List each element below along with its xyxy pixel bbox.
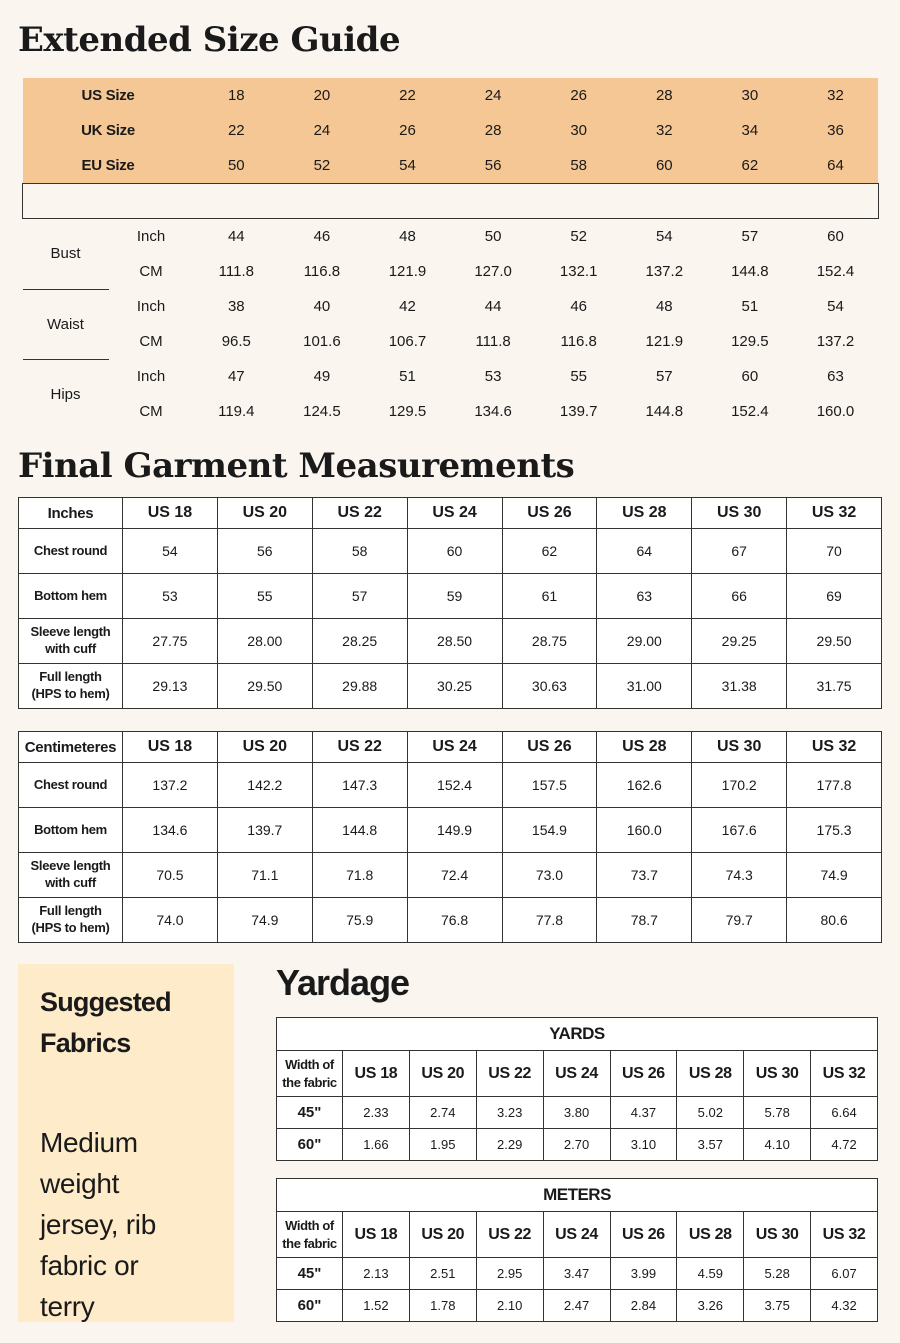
measurement-value: 67 bbox=[692, 529, 787, 574]
measurement-cm-row bbox=[23, 254, 879, 289]
measurement-cm-row bbox=[23, 324, 879, 359]
inch-value: 50 bbox=[484, 228, 502, 245]
fabrics-line: weight bbox=[40, 1168, 120, 1199]
size-header: US 28 bbox=[597, 732, 692, 763]
size-value: 56 bbox=[450, 148, 536, 184]
measurement-label-line1: Sleeve length bbox=[30, 624, 111, 640]
cm-value: 101.6 bbox=[303, 333, 341, 350]
width-label-line1: Width of bbox=[285, 1217, 334, 1233]
garment-row bbox=[19, 808, 882, 853]
size-system-label: US Size bbox=[23, 78, 194, 113]
size-header: US 18 bbox=[123, 732, 218, 763]
inch-value: 57 bbox=[655, 368, 673, 385]
size-header: US 30 bbox=[692, 498, 787, 529]
measurement-label bbox=[19, 898, 123, 943]
inch-value: 38 bbox=[227, 298, 245, 315]
garment-row bbox=[19, 619, 882, 664]
yardage-value: 3.23 bbox=[476, 1097, 543, 1129]
measurement-group-label: Waist bbox=[23, 289, 109, 359]
measurement-value: 74.9 bbox=[787, 853, 882, 898]
cm-value: 129.5 bbox=[731, 333, 769, 350]
measurement-value: 137.2 bbox=[123, 763, 218, 808]
yardage-value: 1.78 bbox=[409, 1290, 476, 1322]
measurement-label bbox=[19, 763, 123, 808]
size-value: 30 bbox=[536, 113, 622, 148]
fabrics-title-line2: Fabrics bbox=[40, 1028, 131, 1058]
yardage-row bbox=[277, 1258, 878, 1290]
cm-value: 144.8 bbox=[731, 263, 769, 280]
fabric-width: 45" bbox=[277, 1097, 343, 1129]
yardage-value: 1.66 bbox=[343, 1129, 410, 1161]
inch-value: 48 bbox=[655, 298, 673, 315]
size-header: US 30 bbox=[744, 1212, 811, 1258]
size-header-row bbox=[23, 78, 879, 113]
size-header: US 22 bbox=[476, 1051, 543, 1097]
cm-value: 152.4 bbox=[731, 403, 769, 420]
fabric-width: 60" bbox=[277, 1290, 343, 1322]
inch-value: 55 bbox=[570, 368, 588, 385]
measurement-value: 147.3 bbox=[312, 763, 407, 808]
fabrics-line: Medium bbox=[40, 1127, 138, 1158]
cm-value: 116.8 bbox=[303, 263, 341, 280]
size-header: US 24 bbox=[543, 1051, 610, 1097]
size-header: US 26 bbox=[610, 1051, 677, 1097]
cm-value: 111.8 bbox=[218, 263, 254, 280]
yardage-unit-header: YARDS bbox=[277, 1018, 878, 1051]
measurement-value: 31.00 bbox=[597, 664, 692, 709]
size-value: 64 bbox=[793, 148, 879, 184]
measurement-value: 28.50 bbox=[407, 619, 502, 664]
measurement-value: 157.5 bbox=[502, 763, 597, 808]
yardage-size-row bbox=[277, 1051, 878, 1097]
unit-cm-label: CM bbox=[139, 263, 163, 280]
measurement-value: 144.8 bbox=[312, 808, 407, 853]
fabrics-line: fabric or bbox=[40, 1250, 139, 1281]
measurement-value: 58 bbox=[312, 529, 407, 574]
measurement-label-line1: Chest round bbox=[33, 776, 108, 792]
measurement-value: 70 bbox=[787, 529, 882, 574]
measurement-inch-row bbox=[23, 359, 879, 394]
measurement-value: 142.2 bbox=[217, 763, 312, 808]
measurement-value: 78.7 bbox=[597, 898, 692, 943]
cm-value: 124.5 bbox=[303, 403, 341, 420]
unit-inch-label: Inch bbox=[136, 298, 166, 315]
size-header: US 22 bbox=[312, 732, 407, 763]
size-value: 36 bbox=[793, 113, 879, 148]
measurement-label-line1: Full length bbox=[39, 903, 102, 919]
measurement-value: 167.6 bbox=[692, 808, 787, 853]
yardage-value: 2.10 bbox=[476, 1290, 543, 1322]
inch-value: 44 bbox=[484, 298, 502, 315]
fabrics-description bbox=[40, 1122, 212, 1327]
yardage-value: 3.10 bbox=[610, 1129, 677, 1161]
cm-value: 132.1 bbox=[559, 263, 598, 280]
measurement-value: 27.75 bbox=[123, 619, 218, 664]
measurement-value: 57 bbox=[312, 574, 407, 619]
measurement-value: 28.75 bbox=[502, 619, 597, 664]
inch-value: 54 bbox=[655, 228, 673, 245]
yardage-row bbox=[277, 1129, 878, 1161]
measurement-value: 79.7 bbox=[692, 898, 787, 943]
size-header: US 32 bbox=[811, 1212, 878, 1258]
measurement-label-line2: (HPS to hem) bbox=[31, 686, 110, 701]
measurement-value: 61 bbox=[502, 574, 597, 619]
size-header: US 24 bbox=[407, 498, 502, 529]
yardage-value: 6.07 bbox=[811, 1258, 878, 1290]
measurement-value: 59 bbox=[407, 574, 502, 619]
cm-value: 139.7 bbox=[559, 403, 598, 420]
measurement-value: 73.7 bbox=[597, 853, 692, 898]
inch-value: 44 bbox=[227, 228, 245, 245]
cm-value: 96.5 bbox=[221, 333, 251, 350]
measurement-value: 152.4 bbox=[407, 763, 502, 808]
unit-cm-label: CM bbox=[139, 333, 163, 350]
size-header: US 32 bbox=[787, 732, 882, 763]
yardage-value: 4.10 bbox=[744, 1129, 811, 1161]
size-header: US 20 bbox=[217, 732, 312, 763]
size-measurement-rows bbox=[23, 219, 879, 430]
yardage-value: 5.02 bbox=[677, 1097, 744, 1129]
size-value: 26 bbox=[536, 78, 622, 113]
yardage-value: 2.33 bbox=[343, 1097, 410, 1129]
yardage-row bbox=[277, 1290, 878, 1322]
measurement-value: 162.6 bbox=[597, 763, 692, 808]
cm-value: 121.9 bbox=[388, 263, 427, 280]
size-header: US 30 bbox=[692, 732, 787, 763]
width-label-line2: the fabric bbox=[282, 1235, 337, 1251]
fabric-width: 45" bbox=[277, 1258, 343, 1290]
measurement-label bbox=[19, 664, 123, 709]
inch-value: 40 bbox=[313, 298, 331, 315]
measurement-cm-row bbox=[23, 394, 879, 429]
measurement-value: 30.25 bbox=[407, 664, 502, 709]
measurement-label-line2: with cuff bbox=[45, 875, 96, 890]
size-header-row bbox=[23, 148, 879, 184]
measurement-value: 29.50 bbox=[787, 619, 882, 664]
measurement-label bbox=[19, 574, 123, 619]
spacer-row bbox=[23, 184, 879, 219]
width-label-line1: Width of bbox=[285, 1056, 334, 1072]
measurement-value: 74.0 bbox=[123, 898, 218, 943]
cm-value: 106.7 bbox=[388, 333, 427, 350]
yardage-value: 3.57 bbox=[677, 1129, 744, 1161]
size-header: US 30 bbox=[744, 1051, 811, 1097]
measurement-value: 54 bbox=[123, 529, 218, 574]
inch-value: 48 bbox=[399, 228, 416, 245]
yardage-value: 2.29 bbox=[476, 1129, 543, 1161]
yardage-value: 3.80 bbox=[543, 1097, 610, 1129]
size-value: 26 bbox=[365, 113, 451, 148]
garment-header-row bbox=[19, 732, 882, 763]
size-header-rows bbox=[23, 78, 879, 184]
size-value: 28 bbox=[450, 113, 536, 148]
fabrics-title bbox=[40, 982, 212, 1064]
unit-inch-label: Inch bbox=[136, 228, 166, 245]
measurement-value: 29.00 bbox=[597, 619, 692, 664]
inch-value: 47 bbox=[227, 368, 245, 385]
size-header: US 18 bbox=[123, 498, 218, 529]
measurement-value: 29.88 bbox=[312, 664, 407, 709]
size-header: US 18 bbox=[343, 1051, 410, 1097]
measurement-value: 64 bbox=[597, 529, 692, 574]
measurement-label-line1: Bottom hem bbox=[34, 587, 107, 603]
measurement-inch-row bbox=[23, 219, 879, 255]
cm-value: 129.5 bbox=[388, 403, 427, 420]
measurement-value: 62 bbox=[502, 529, 597, 574]
size-value: 24 bbox=[450, 78, 536, 113]
measurement-value: 69 bbox=[787, 574, 882, 619]
measurement-value: 149.9 bbox=[407, 808, 502, 853]
garment-inches-table bbox=[18, 497, 882, 709]
unit-header: Inches bbox=[19, 498, 123, 529]
cm-value: 127.0 bbox=[474, 263, 512, 280]
measurement-value: 154.9 bbox=[502, 808, 597, 853]
measurement-label bbox=[19, 529, 123, 574]
measurement-label-line1: Chest round bbox=[33, 542, 108, 558]
cm-value: 116.8 bbox=[560, 333, 597, 350]
cm-value: 144.8 bbox=[645, 403, 684, 420]
measurement-value: 177.8 bbox=[787, 763, 882, 808]
width-label-line2: the fabric bbox=[282, 1074, 337, 1090]
measurement-value: 73.0 bbox=[502, 853, 597, 898]
inch-value: 63 bbox=[827, 368, 844, 385]
measurement-label-line2: (HPS to hem) bbox=[31, 920, 110, 935]
measurement-value: 170.2 bbox=[692, 763, 787, 808]
size-guide-title: Extended Size Guide bbox=[18, 20, 401, 60]
garment-row bbox=[19, 853, 882, 898]
size-header: US 32 bbox=[811, 1051, 878, 1097]
size-value: 60 bbox=[621, 148, 707, 184]
unit-header: Centimeteres bbox=[19, 732, 123, 763]
measurement-value: 56 bbox=[217, 529, 312, 574]
size-header: US 28 bbox=[677, 1212, 744, 1258]
cm-value: 119.4 bbox=[218, 403, 255, 420]
measurement-label bbox=[19, 808, 123, 853]
size-header: US 28 bbox=[677, 1051, 744, 1097]
size-header: US 28 bbox=[597, 498, 692, 529]
measurement-label-line1: Sleeve length bbox=[30, 858, 111, 874]
garment-title: Final Garment Measurements bbox=[18, 446, 575, 486]
yardage-value: 1.52 bbox=[343, 1290, 410, 1322]
measurement-value: 29.13 bbox=[123, 664, 218, 709]
garment-header-row bbox=[19, 498, 882, 529]
cm-value: 137.2 bbox=[645, 263, 684, 280]
size-value: 62 bbox=[707, 148, 793, 184]
size-header: US 20 bbox=[409, 1051, 476, 1097]
size-system-label: UK Size bbox=[23, 113, 194, 148]
fabrics-title-line1: Suggested bbox=[40, 987, 171, 1017]
inch-value: 51 bbox=[399, 368, 416, 385]
yardage-value: 6.64 bbox=[811, 1097, 878, 1129]
size-header: US 20 bbox=[409, 1212, 476, 1258]
size-value: 32 bbox=[793, 78, 879, 113]
size-header: US 24 bbox=[543, 1212, 610, 1258]
yardage-value: 3.75 bbox=[744, 1290, 811, 1322]
size-header: US 24 bbox=[407, 732, 502, 763]
yardage-unit-row bbox=[277, 1179, 878, 1212]
garment-cm-table bbox=[18, 731, 882, 943]
measurement-value: 55 bbox=[217, 574, 312, 619]
inch-value: 42 bbox=[399, 298, 416, 315]
yardage-value: 1.95 bbox=[409, 1129, 476, 1161]
measurement-group-label: Hips bbox=[50, 385, 81, 403]
inch-value: 51 bbox=[741, 298, 759, 315]
size-value: 58 bbox=[536, 148, 622, 184]
size-header: US 26 bbox=[502, 732, 597, 763]
garment-row bbox=[19, 763, 882, 808]
garment-row bbox=[19, 574, 882, 619]
measurement-value: 80.6 bbox=[787, 898, 882, 943]
measurement-value: 28.25 bbox=[312, 619, 407, 664]
measurement-value: 71.1 bbox=[217, 853, 312, 898]
measurement-value: 53 bbox=[123, 574, 218, 619]
measurement-value: 75.9 bbox=[312, 898, 407, 943]
garment-row bbox=[19, 664, 882, 709]
size-value: 18 bbox=[194, 78, 280, 113]
yardage-meters-table bbox=[276, 1178, 878, 1322]
measurement-value: 29.25 bbox=[692, 619, 787, 664]
measurement-value: 70.5 bbox=[123, 853, 218, 898]
inch-value: 54 bbox=[827, 298, 844, 315]
measurement-value: 175.3 bbox=[787, 808, 882, 853]
width-of-fabric-header bbox=[277, 1051, 343, 1097]
yardage-unit-header: METERS bbox=[277, 1179, 878, 1212]
size-header-row bbox=[23, 113, 879, 148]
size-value: 28 bbox=[621, 78, 707, 113]
yardage-value: 3.47 bbox=[543, 1258, 610, 1290]
yardage-value: 2.70 bbox=[543, 1129, 610, 1161]
measurement-label bbox=[19, 619, 123, 664]
measurement-value: 134.6 bbox=[123, 808, 218, 853]
yardage-value: 5.28 bbox=[744, 1258, 811, 1290]
fabric-width: 60" bbox=[277, 1129, 343, 1161]
cm-value: 111.8 bbox=[475, 333, 511, 350]
yardage-value: 4.37 bbox=[610, 1097, 677, 1129]
size-header: US 32 bbox=[787, 498, 882, 529]
yardage-row bbox=[277, 1097, 878, 1129]
size-header: US 18 bbox=[343, 1212, 410, 1258]
cm-value: 134.6 bbox=[474, 403, 512, 420]
size-guide-table bbox=[22, 78, 879, 429]
unit-inch-label: Inch bbox=[136, 368, 166, 385]
measurement-value: 60 bbox=[407, 529, 502, 574]
size-value: 32 bbox=[621, 113, 707, 148]
measurement-inch-row bbox=[23, 289, 879, 324]
inch-value: 57 bbox=[741, 228, 759, 245]
size-system-label: EU Size bbox=[23, 148, 194, 184]
measurement-value: 28.00 bbox=[217, 619, 312, 664]
inch-value: 53 bbox=[484, 368, 502, 385]
measurement-label-line2: with cuff bbox=[45, 641, 96, 656]
yardage-value: 2.84 bbox=[610, 1290, 677, 1322]
garment-row bbox=[19, 898, 882, 943]
size-value: 22 bbox=[365, 78, 451, 113]
size-header: US 26 bbox=[502, 498, 597, 529]
measurement-value: 71.8 bbox=[312, 853, 407, 898]
measurement-value: 160.0 bbox=[597, 808, 692, 853]
inch-value: 52 bbox=[570, 228, 588, 245]
fabrics-line: terry bbox=[40, 1291, 95, 1322]
size-header: US 26 bbox=[610, 1212, 677, 1258]
yardage-value: 4.59 bbox=[677, 1258, 744, 1290]
measurement-label-line1: Full length bbox=[39, 669, 102, 685]
size-value: 22 bbox=[194, 113, 280, 148]
measurement-label-line1: Bottom hem bbox=[34, 821, 107, 837]
size-value: 52 bbox=[279, 148, 365, 184]
size-value: 20 bbox=[279, 78, 365, 113]
size-header: US 20 bbox=[217, 498, 312, 529]
yardage-value: 2.47 bbox=[543, 1290, 610, 1322]
measurement-group-label: Bust bbox=[23, 219, 109, 290]
measurement-value: 29.50 bbox=[217, 664, 312, 709]
yardage-value: 2.13 bbox=[343, 1258, 410, 1290]
cm-value: 121.9 bbox=[645, 333, 684, 350]
cm-value: 137.2 bbox=[816, 333, 855, 350]
yardage-value: 4.32 bbox=[811, 1290, 878, 1322]
yardage-unit-row bbox=[277, 1018, 878, 1051]
measurement-value: 63 bbox=[597, 574, 692, 619]
measurement-value: 30.63 bbox=[502, 664, 597, 709]
measurement-value: 74.9 bbox=[217, 898, 312, 943]
measurement-value: 31.38 bbox=[692, 664, 787, 709]
fabrics-line: jersey, rib bbox=[40, 1209, 156, 1240]
cm-value: 160.0 bbox=[816, 403, 855, 420]
measurement-value: 74.3 bbox=[692, 853, 787, 898]
size-value: 54 bbox=[365, 148, 451, 184]
cm-value: 152.4 bbox=[816, 263, 855, 280]
size-value: 30 bbox=[707, 78, 793, 113]
size-value: 34 bbox=[707, 113, 793, 148]
yardage-value: 3.26 bbox=[677, 1290, 744, 1322]
suggested-fabrics-panel bbox=[18, 964, 234, 1322]
size-value: 24 bbox=[279, 113, 365, 148]
inch-value: 46 bbox=[313, 228, 331, 245]
garment-row bbox=[19, 529, 882, 574]
yardage-value: 3.99 bbox=[610, 1258, 677, 1290]
measurement-value: 66 bbox=[692, 574, 787, 619]
yardage-value: 2.51 bbox=[409, 1258, 476, 1290]
measurement-value: 77.8 bbox=[502, 898, 597, 943]
inch-value: 60 bbox=[741, 368, 759, 385]
measurement-value: 72.4 bbox=[407, 853, 502, 898]
yardage-value: 2.95 bbox=[476, 1258, 543, 1290]
measurement-value: 31.75 bbox=[787, 664, 882, 709]
inch-value: 60 bbox=[827, 228, 844, 245]
unit-cm-label: CM bbox=[139, 403, 163, 420]
yardage-size-row bbox=[277, 1212, 878, 1258]
size-header: US 22 bbox=[312, 498, 407, 529]
yardage-value: 5.78 bbox=[744, 1097, 811, 1129]
measurement-value: 139.7 bbox=[217, 808, 312, 853]
measurement-label bbox=[19, 853, 123, 898]
measurement-value: 76.8 bbox=[407, 898, 502, 943]
width-of-fabric-header bbox=[277, 1212, 343, 1258]
yardage-yards-table bbox=[276, 1017, 878, 1161]
inch-value: 46 bbox=[570, 298, 588, 315]
size-value: 50 bbox=[194, 148, 280, 184]
yardage-value: 4.72 bbox=[811, 1129, 878, 1161]
yardage-value: 2.74 bbox=[409, 1097, 476, 1129]
size-gap bbox=[23, 184, 879, 219]
yardage-title: Yardage bbox=[276, 962, 410, 1003]
inch-value: 49 bbox=[313, 368, 331, 385]
size-header: US 22 bbox=[476, 1212, 543, 1258]
